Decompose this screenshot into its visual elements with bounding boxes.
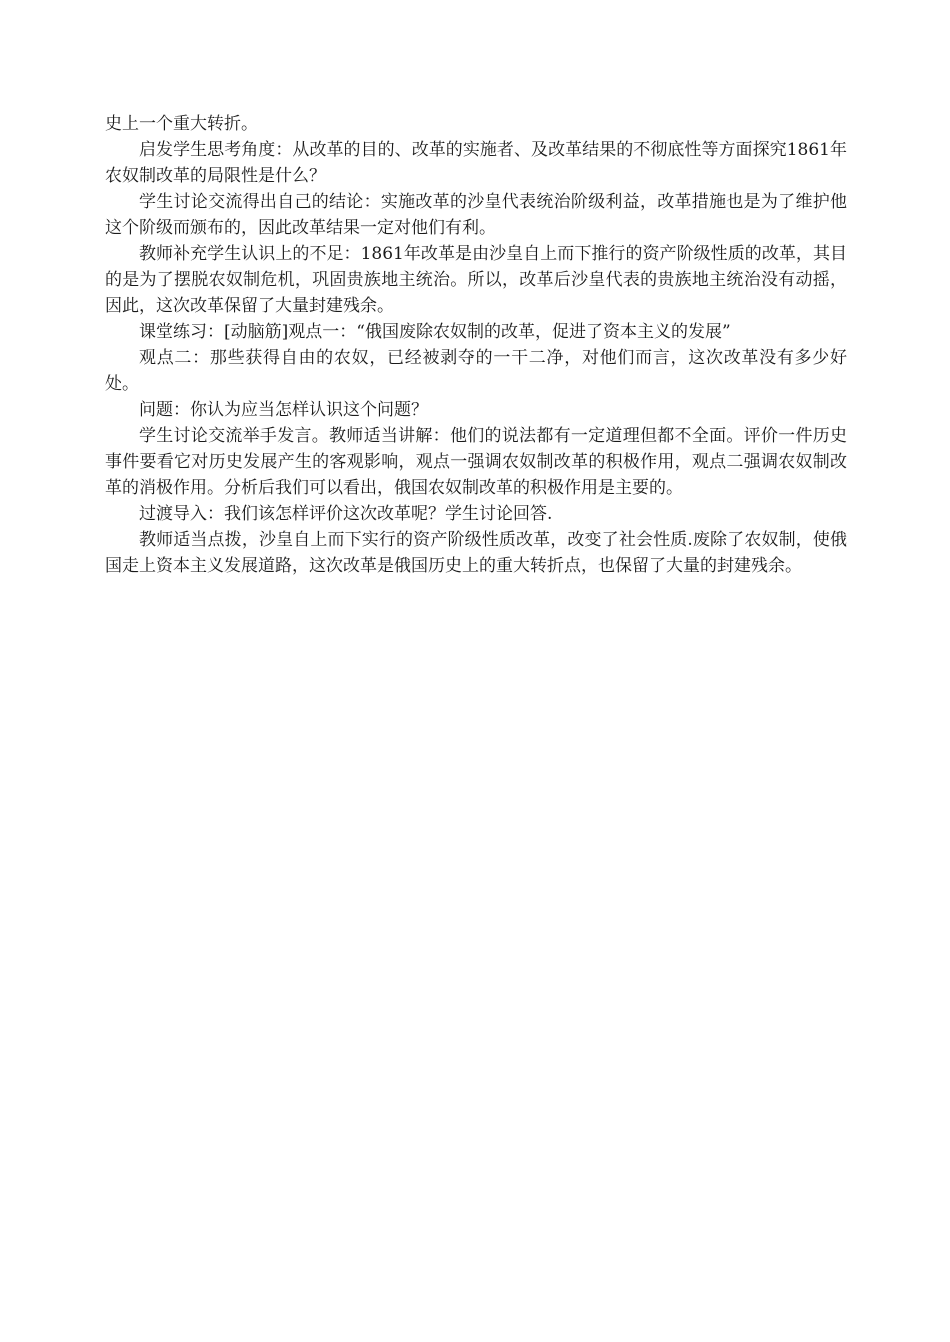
paragraph-teacher-supplement: 教师补充学生认识上的不足：1861年改革是由沙皇自上而下推行的资产阶级性质的改革，其目的是为了摆脱农奴制危机，巩固贵族地主统治。所以，改革后沙皇代表的贵族地主统治没有动摇，因此，这次改革保留了大量封建残余。 (105, 244, 847, 316)
paragraph-teacher-guidance: 教师适当点拨，沙皇自上而下实行的资产阶级性质改革，改变了社会性质.废除了农奴制，使俄国走上资本主义发展道路，这次改革是俄国历史上的重大转折点，也保留了大量的封建残余。 (105, 530, 847, 576)
paragraph-discussion: 学生讨论交流举手发言。教师适当讲解：他们的说法都有一定道理但都不全面。评价一件历史事件要看它对历史发展产生的客观影响，观点一强调农奴制改革的积极作用，观点二强调农奴制改革的消极作用。分析后我们可以看出，俄国农奴制改革的积极作用是主要的。 (105, 426, 847, 498)
paragraph-classroom-exercise: 课堂练习：[动脑筋]观点一：“俄国废除农奴制的改革，促进了资本主义的发展” (139, 322, 731, 342)
paragraph-continuation: 史上一个重大转折。 (105, 114, 258, 134)
paragraph-student-conclusion: 学生讨论交流得出自己的结论：实施改革的沙皇代表统治阶级利益，改革措施也是为了维护他这个阶级而颁布的，因此改革结果一定对他们有利。 (105, 192, 847, 238)
paragraph-viewpoint-two: 观点二：那些获得自由的农奴，已经被剥夺的一干二净，对他们而言，这次改革没有多少好处。 (105, 348, 847, 394)
document-body (105, 111, 847, 579)
paragraph-transition: 过渡导入：我们该怎样评价这次改革呢？学生讨论回答. (139, 504, 553, 524)
paragraph-question: 问题：你认为应当怎样认识这个问题？ (139, 400, 428, 420)
paragraph-thinking-angle: 启发学生思考角度：从改革的目的、改革的实施者、及改革结果的不彻底性等方面探究1861年农奴制改革的局限性是什么？ (105, 140, 847, 186)
